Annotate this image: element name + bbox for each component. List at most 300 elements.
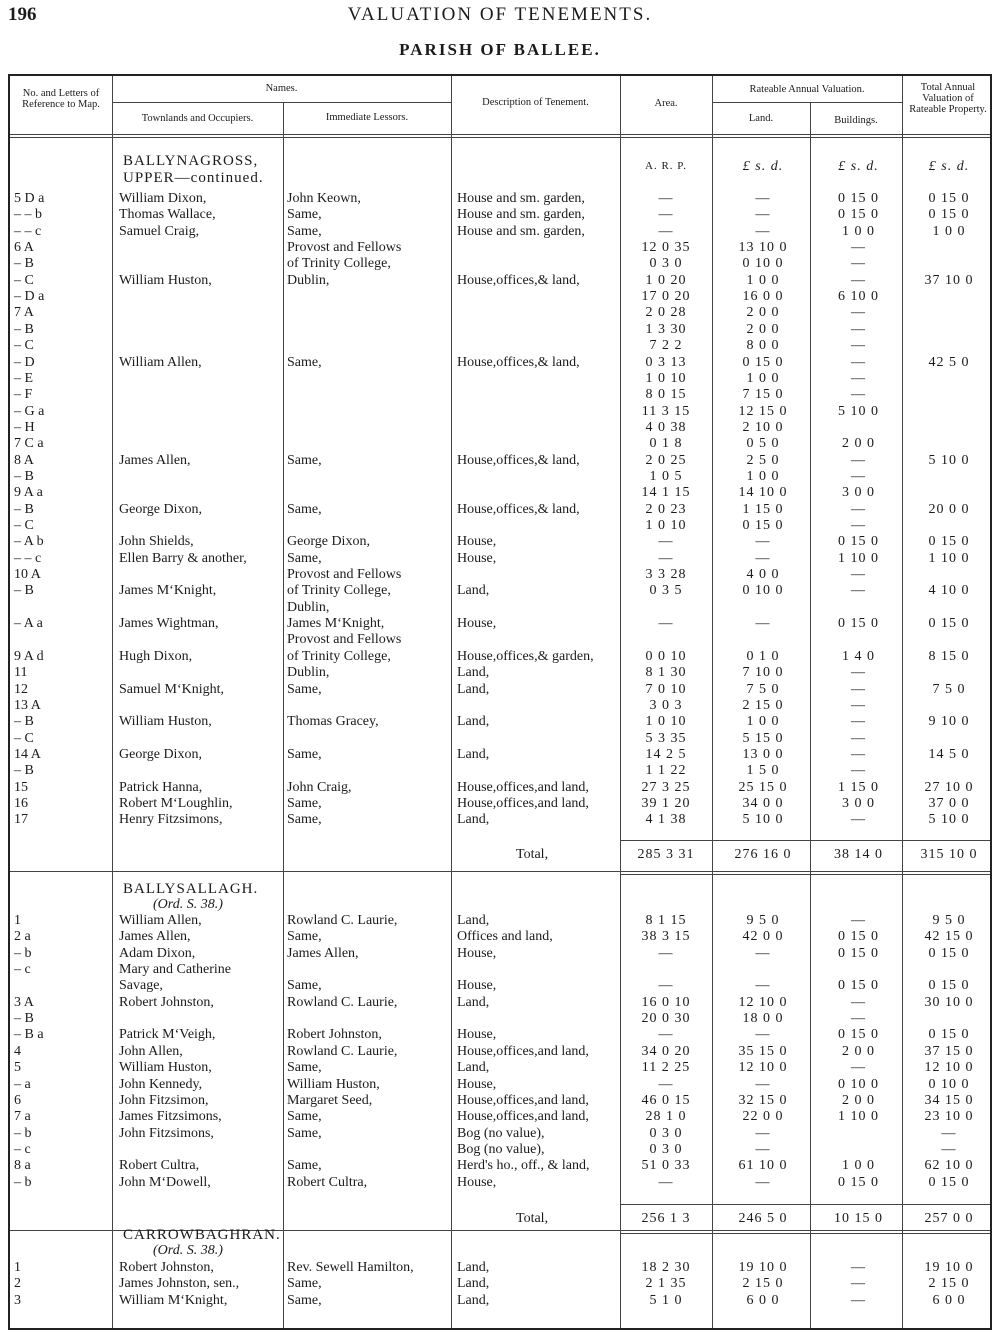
area-value: 20 0 30	[641, 1011, 691, 1027]
area-value: 4 1 38	[645, 812, 687, 828]
buildings-valuation: 0 15 0	[838, 191, 879, 206]
map-reference: 14 A	[14, 746, 41, 762]
buildings-valuation: —	[851, 665, 866, 681]
area-value: 0 3 0	[649, 1141, 683, 1157]
tenement-description: Land,	[457, 913, 490, 928]
immediate-lessor: Dublin,	[287, 665, 330, 681]
total-valuation: 8 15 0	[928, 648, 970, 664]
map-reference: 6	[14, 1092, 21, 1108]
map-reference: – – c	[14, 550, 42, 566]
tenement-description: House,	[457, 616, 497, 632]
area-value: 39 1 20	[641, 795, 691, 811]
immediate-lessor: of Trinity College,	[287, 648, 391, 664]
land-units: £ s. d.	[742, 159, 784, 174]
ordnance-sheet: (Ord. S. 38.)	[153, 1243, 223, 1258]
immediate-lessor: Same,	[287, 812, 322, 828]
occupier-name: James Johnston, sen.,	[119, 1276, 240, 1292]
map-reference: 4	[14, 1043, 21, 1059]
map-reference: 13 A	[14, 697, 41, 713]
land-valuation: 9 5 0	[746, 913, 780, 928]
land-valuation: —	[755, 207, 771, 223]
map-reference: – c	[14, 962, 31, 978]
area-value: 0 3 5	[649, 583, 683, 599]
land-valuation: 0 10 0	[742, 256, 784, 272]
area-value: 2 1 35	[645, 1276, 687, 1292]
immediate-lessor: Same,	[287, 452, 322, 468]
map-reference: 1	[14, 1260, 21, 1275]
total-valuation: 0 15 0	[928, 1027, 970, 1043]
total-valuation: 30 10 0	[924, 994, 974, 1010]
tenement-description: House and sm. garden,	[457, 207, 585, 223]
total-valuation: 14 5 0	[928, 746, 970, 762]
map-reference: – B	[14, 583, 34, 599]
land-valuation: 0 10 0	[742, 583, 784, 599]
tenement-description: House,offices,& land,	[457, 501, 580, 517]
map-reference: – B	[14, 1011, 34, 1027]
total-valuation: 5 10 0	[928, 812, 970, 828]
section-separator	[620, 1233, 990, 1234]
land-valuation: 25 15 0	[738, 779, 788, 795]
immediate-lessor: Thomas Gracey,	[287, 714, 379, 730]
immediate-lessor: of Trinity College,	[287, 583, 391, 599]
area-value: 1 3 30	[645, 321, 687, 337]
land-valuation: 1 0 0	[746, 370, 780, 386]
occupier-name: Patrick M‘Veigh,	[119, 1027, 216, 1043]
area-value: 0 0 10	[645, 648, 687, 664]
occupier-name: Samuel M‘Knight,	[119, 681, 224, 697]
occupier-name: Robert M‘Loughlin,	[119, 795, 233, 811]
immediate-lessor: Same,	[287, 207, 322, 223]
immediate-lessor: James M‘Knight,	[287, 616, 385, 632]
map-reference: – C	[14, 730, 34, 746]
occupier-name: William Huston,	[119, 714, 212, 730]
area-value: 8 0 15	[645, 387, 687, 403]
tenement-description: Land,	[457, 665, 490, 681]
map-reference: – a	[14, 1076, 31, 1092]
occupier-name: Patrick Hanna,	[119, 779, 203, 795]
occupier-name: William Allen,	[119, 354, 202, 370]
occupier-name: John Allen,	[119, 1043, 183, 1059]
area-value: 1 1 22	[645, 763, 687, 779]
table-row	[0, 681, 1000, 698]
immediate-lessor: of Trinity College,	[287, 256, 391, 272]
area-value: 1 0 10	[645, 714, 687, 730]
buildings-valuation: 1 15 0	[838, 779, 879, 795]
ordnance-sheet: (Ord. S. 38.)	[153, 897, 223, 912]
total-rule	[620, 840, 990, 841]
tenement-description: Bog (no value),	[457, 1125, 545, 1141]
tenement-description: House,offices,and land,	[457, 1043, 589, 1059]
land-valuation: 7 5 0	[746, 681, 780, 697]
occupier-name: Samuel Craig,	[119, 223, 200, 239]
total-valuation: 1 0 0	[932, 223, 966, 239]
map-reference: 10 A	[14, 567, 41, 583]
table-row	[0, 762, 1000, 779]
map-reference: – b	[14, 1174, 32, 1190]
area-value: 5 3 35	[645, 730, 687, 746]
table-row	[0, 1108, 1000, 1125]
buildings-valuation: 1 4 0	[842, 648, 875, 664]
table-row	[0, 1259, 1000, 1276]
area-value: —	[658, 616, 674, 632]
buildings-valuation: 0 15 0	[838, 945, 879, 961]
tenement-description: House,offices,& land,	[457, 354, 580, 370]
total-valuation: 42 5 0	[928, 354, 970, 370]
table-row	[0, 223, 1000, 240]
immediate-lessor: Same,	[287, 978, 322, 994]
map-reference: 2	[14, 1276, 21, 1292]
tenement-description: House,	[457, 1027, 497, 1043]
total-valuation: 12 10 0	[924, 1060, 974, 1076]
tenement-description: House,offices,& land,	[457, 272, 580, 288]
area-value: 3 0 3	[649, 697, 683, 713]
land-valuation: —	[755, 1174, 771, 1190]
buildings-valuation: —	[851, 468, 866, 484]
area-value: 0 1 8	[649, 436, 683, 452]
immediate-lessor: Rowland C. Laurie,	[287, 1043, 398, 1059]
buildings-valuation: 3 0 0	[842, 795, 875, 811]
buildings-valuation: 2 0 0	[842, 436, 875, 452]
buildings-valuation: 1 10 0	[838, 1109, 879, 1125]
map-reference: 3	[14, 1292, 21, 1308]
area-value: 14 1 15	[641, 485, 691, 501]
area-value: —	[658, 1027, 674, 1043]
header-bottom-rule	[10, 134, 990, 135]
table-row	[0, 419, 1000, 436]
area-value: 0 3 13	[645, 354, 687, 370]
immediate-lessor: Margaret Seed,	[287, 1092, 373, 1108]
buildings-valuation: 0 15 0	[838, 534, 879, 550]
tenement-description: House,	[457, 534, 497, 550]
immediate-lessor: Same,	[287, 1125, 322, 1141]
land-valuation: 0 15 0	[742, 518, 784, 533]
map-reference: – B	[14, 468, 34, 484]
table-row	[0, 1026, 1000, 1043]
total-valuation: 0 15 0	[928, 945, 970, 961]
area-value: 14 2 5	[645, 746, 687, 762]
land-valuation: —	[755, 550, 771, 566]
occupier-name: John M‘Dowell,	[119, 1174, 211, 1190]
tenement-description: Herd's ho., off., & land,	[457, 1158, 590, 1174]
header-total: Total Annual Valuation of Rateable Property.	[909, 82, 987, 115]
buildings-valuation: —	[851, 567, 866, 583]
table-row	[0, 795, 1000, 812]
table-row	[0, 1125, 1000, 1142]
total-valuation: 27 10 0	[924, 779, 974, 795]
map-reference: – A b	[14, 534, 44, 550]
immediate-lessor: Same,	[287, 795, 322, 811]
tenement-description: House and sm. garden,	[457, 223, 585, 239]
table-row	[0, 1141, 1000, 1158]
immediate-lessor: Same,	[287, 929, 322, 945]
section-title: BALLYSALLAGH.	[123, 881, 259, 897]
header-description: Description of Tenement.	[482, 97, 589, 108]
map-reference: – B	[14, 321, 34, 337]
land-valuation: —	[755, 1125, 771, 1141]
table-row	[0, 566, 1000, 583]
occupier-name: John Fitzsimons,	[119, 1125, 214, 1141]
buildings-valuation: 2 0 0	[842, 1092, 875, 1108]
area-units: A. R. P.	[645, 160, 687, 172]
occupier-name: John Fitzsimon,	[119, 1092, 209, 1108]
total-area: 256 1 3	[641, 1211, 691, 1226]
table-row	[0, 664, 1000, 681]
map-reference: 8 A	[14, 452, 34, 468]
buildings-valuation: —	[851, 240, 866, 256]
map-reference: 16	[14, 795, 28, 811]
immediate-lessor: George Dixon,	[287, 534, 370, 550]
land-valuation: 6 0 0	[746, 1292, 780, 1308]
table-row	[0, 1010, 1000, 1027]
map-reference: – B	[14, 256, 34, 272]
tenement-description: Land,	[457, 681, 490, 697]
immediate-lessor: John Keown,	[287, 191, 361, 206]
immediate-lessor: Same,	[287, 1158, 322, 1174]
map-reference: – – c	[14, 223, 42, 239]
area-value: 4 0 38	[645, 419, 687, 435]
immediate-lessor: Dublin,	[287, 599, 330, 615]
land-valuation: —	[755, 1076, 771, 1092]
immediate-lessor: Same,	[287, 550, 322, 566]
buildings-units: £ s. d.	[838, 159, 879, 174]
area-value: —	[658, 223, 674, 239]
buildings-valuation: 0 15 0	[838, 1027, 879, 1043]
map-reference: 5 D a	[14, 191, 45, 206]
map-reference: 9 A a	[14, 485, 43, 501]
total-land: 276 16 0	[734, 847, 792, 862]
map-reference: – C	[14, 272, 34, 288]
buildings-valuation: 6 10 0	[838, 289, 879, 305]
occupier-name: William Huston,	[119, 1060, 212, 1076]
land-valuation: 5 15 0	[742, 730, 784, 746]
area-value: 34 0 20	[641, 1043, 691, 1059]
tenement-description: House,	[457, 550, 497, 566]
table-row	[0, 928, 1000, 945]
table-row	[0, 746, 1000, 763]
occupier-name: Ellen Barry & another,	[119, 550, 247, 566]
total-label: Total,	[516, 1211, 549, 1226]
land-valuation: —	[755, 534, 771, 550]
table-row	[0, 501, 1000, 518]
table-row	[0, 386, 1000, 403]
occupier-name: Adam Dixon,	[119, 945, 196, 961]
page-header	[0, 0, 1000, 40]
map-reference: 11	[14, 665, 28, 681]
header-lessors: Immediate Lessors.	[325, 112, 409, 123]
occupier-name: William Huston,	[119, 272, 212, 288]
occupier-name: George Dixon,	[119, 501, 202, 517]
occupier-name: Robert Johnston,	[119, 1260, 214, 1275]
table-row	[0, 517, 1000, 534]
land-valuation: 61 10 0	[738, 1158, 788, 1174]
area-value: 1 0 10	[645, 518, 687, 533]
area-value: —	[658, 534, 674, 550]
total-valuation: 23 10 0	[924, 1109, 974, 1125]
area-value: —	[658, 945, 674, 961]
map-reference: – D	[14, 354, 35, 370]
section-separator	[620, 874, 990, 875]
buildings-valuation: —	[851, 518, 866, 533]
total-valuation: 37 0 0	[928, 795, 970, 811]
total-valuation: 9 10 0	[928, 714, 970, 730]
header-area: Area.	[654, 98, 678, 109]
total-buildings: 10 15 0	[834, 1211, 883, 1226]
area-value: —	[658, 1174, 674, 1190]
table-row	[0, 1275, 1000, 1292]
total-valuation: 7 5 0	[932, 681, 966, 697]
map-reference: – E	[14, 370, 34, 386]
tenement-description: Land,	[457, 1060, 490, 1076]
immediate-lessor: Robert Johnston,	[287, 1027, 382, 1043]
total-valuation: 0 15 0	[928, 191, 970, 206]
tenement-description: House,	[457, 1076, 497, 1092]
table-row	[0, 1292, 1000, 1309]
tenement-description: Bog (no value),	[457, 1141, 545, 1157]
tenement-description: House,	[457, 945, 497, 961]
buildings-valuation: —	[851, 1292, 866, 1308]
map-reference: – B	[14, 501, 34, 517]
occupier-name: Henry Fitzsimons,	[119, 812, 223, 828]
buildings-valuation: —	[851, 387, 866, 403]
buildings-valuation: 0 10 0	[838, 1076, 879, 1092]
table-row	[0, 403, 1000, 420]
buildings-valuation: —	[851, 714, 866, 730]
land-valuation: 0 5 0	[746, 436, 780, 452]
buildings-valuation: —	[851, 763, 866, 779]
header-rule	[712, 102, 902, 103]
immediate-lessor: Same,	[287, 681, 322, 697]
land-valuation: 1 0 0	[746, 468, 780, 484]
tenement-description: Land,	[457, 1292, 490, 1308]
total-valuation: 0 10 0	[928, 1076, 970, 1092]
header-bottom-rule	[10, 137, 990, 138]
map-reference: – B	[14, 763, 34, 779]
land-valuation: 7 15 0	[742, 387, 784, 403]
area-value: 2 0 23	[645, 501, 687, 517]
occupier-name: James Fitzsimons,	[119, 1109, 222, 1125]
tenement-description: House,offices,and land,	[457, 779, 589, 795]
buildings-valuation: —	[851, 812, 866, 828]
buildings-valuation: —	[851, 272, 866, 288]
table-row	[0, 321, 1000, 338]
tenement-description: Offices and land,	[457, 929, 553, 945]
land-valuation: —	[755, 978, 771, 994]
total-valuation: 0 15 0	[928, 534, 970, 550]
tenement-description: House and sm. garden,	[457, 191, 585, 206]
land-valuation: 5 10 0	[742, 812, 784, 828]
tenement-description: House,offices,and land,	[457, 795, 589, 811]
buildings-valuation: —	[851, 256, 866, 272]
area-value: 28 1 0	[645, 1109, 687, 1125]
immediate-lessor: Rev. Sewell Hamilton,	[287, 1260, 414, 1275]
buildings-valuation: —	[851, 697, 866, 713]
map-reference: – b	[14, 945, 32, 961]
area-value: 12 0 35	[641, 240, 691, 256]
table-row	[0, 961, 1000, 978]
land-valuation: 19 10 0	[738, 1260, 788, 1275]
total-valuation: 20 0 0	[928, 501, 970, 517]
tenement-description: Land,	[457, 1260, 490, 1275]
area-value: 7 0 10	[645, 681, 687, 697]
map-reference: – B	[14, 714, 34, 730]
table-row	[0, 977, 1000, 994]
total-area: 285 3 31	[637, 847, 695, 862]
map-reference: 15	[14, 779, 28, 795]
table-row	[0, 582, 1000, 599]
table-row	[0, 1174, 1000, 1191]
tenement-description: Land,	[457, 812, 490, 828]
buildings-valuation: 0 15 0	[838, 207, 879, 223]
area-value: 1 0 10	[645, 370, 687, 386]
table-row	[0, 370, 1000, 387]
immediate-lessor: Rowland C. Laurie,	[287, 994, 398, 1010]
map-reference: 12	[14, 681, 28, 697]
map-reference: 9 A d	[14, 648, 44, 664]
land-valuation: 1 0 0	[746, 272, 780, 288]
land-valuation: —	[755, 191, 771, 206]
header-ref: No. and Letters of Reference to Map.	[22, 88, 100, 110]
section-total-row	[0, 1210, 1000, 1227]
buildings-valuation: 1 0 0	[842, 1158, 875, 1174]
buildings-valuation: —	[851, 1011, 866, 1027]
area-value: 17 0 20	[641, 289, 691, 305]
tenement-description: Land,	[457, 583, 490, 599]
land-valuation: 0 1 0	[746, 648, 780, 664]
table-row	[0, 912, 1000, 929]
table-row	[0, 354, 1000, 371]
land-valuation: 0 15 0	[742, 354, 784, 370]
table-row	[0, 484, 1000, 501]
table-row	[0, 272, 1000, 289]
tenement-description: Land,	[457, 746, 490, 762]
land-valuation: 2 0 0	[746, 305, 780, 321]
buildings-valuation: —	[851, 1260, 866, 1275]
land-valuation: 12 10 0	[738, 994, 788, 1010]
buildings-valuation: 1 10 0	[838, 550, 879, 566]
area-value: 46 0 15	[641, 1092, 691, 1108]
total-valuation: 34 15 0	[924, 1092, 974, 1108]
table-row	[0, 304, 1000, 321]
tenement-description: House,offices,& garden,	[457, 648, 594, 664]
immediate-lessor: William Huston,	[287, 1076, 380, 1092]
immediate-lessor: Same,	[287, 354, 322, 370]
area-value: 7 2 2	[649, 338, 683, 354]
total-valuation: 37 15 0	[924, 1043, 974, 1059]
buildings-valuation: —	[851, 1276, 866, 1292]
land-valuation: 18 0 0	[742, 1011, 784, 1027]
header-land: Land.	[748, 113, 774, 124]
parish-title: PARISH OF BALLEE.	[399, 40, 601, 59]
total-valuation: 0 15 0	[928, 207, 970, 223]
immediate-lessor: Same,	[287, 1109, 322, 1125]
occupier-name: Hugh Dixon,	[119, 648, 193, 664]
map-reference: – B a	[14, 1027, 44, 1043]
area-value: 8 1 30	[645, 665, 687, 681]
immediate-lessor: Rowland C. Laurie,	[287, 913, 398, 928]
land-valuation: —	[755, 1141, 771, 1157]
area-value: —	[658, 550, 674, 566]
buildings-valuation: —	[851, 321, 866, 337]
table-row	[0, 779, 1000, 796]
buildings-valuation: 2 0 0	[842, 1043, 875, 1059]
buildings-valuation: 0 15 0	[838, 978, 879, 994]
land-valuation: 42 0 0	[742, 929, 784, 945]
buildings-valuation: —	[851, 746, 866, 762]
table-row	[0, 697, 1000, 714]
land-valuation: 1 5 0	[746, 763, 780, 779]
land-valuation: 16 0 0	[742, 289, 784, 305]
land-valuation: 1 0 0	[746, 714, 780, 730]
